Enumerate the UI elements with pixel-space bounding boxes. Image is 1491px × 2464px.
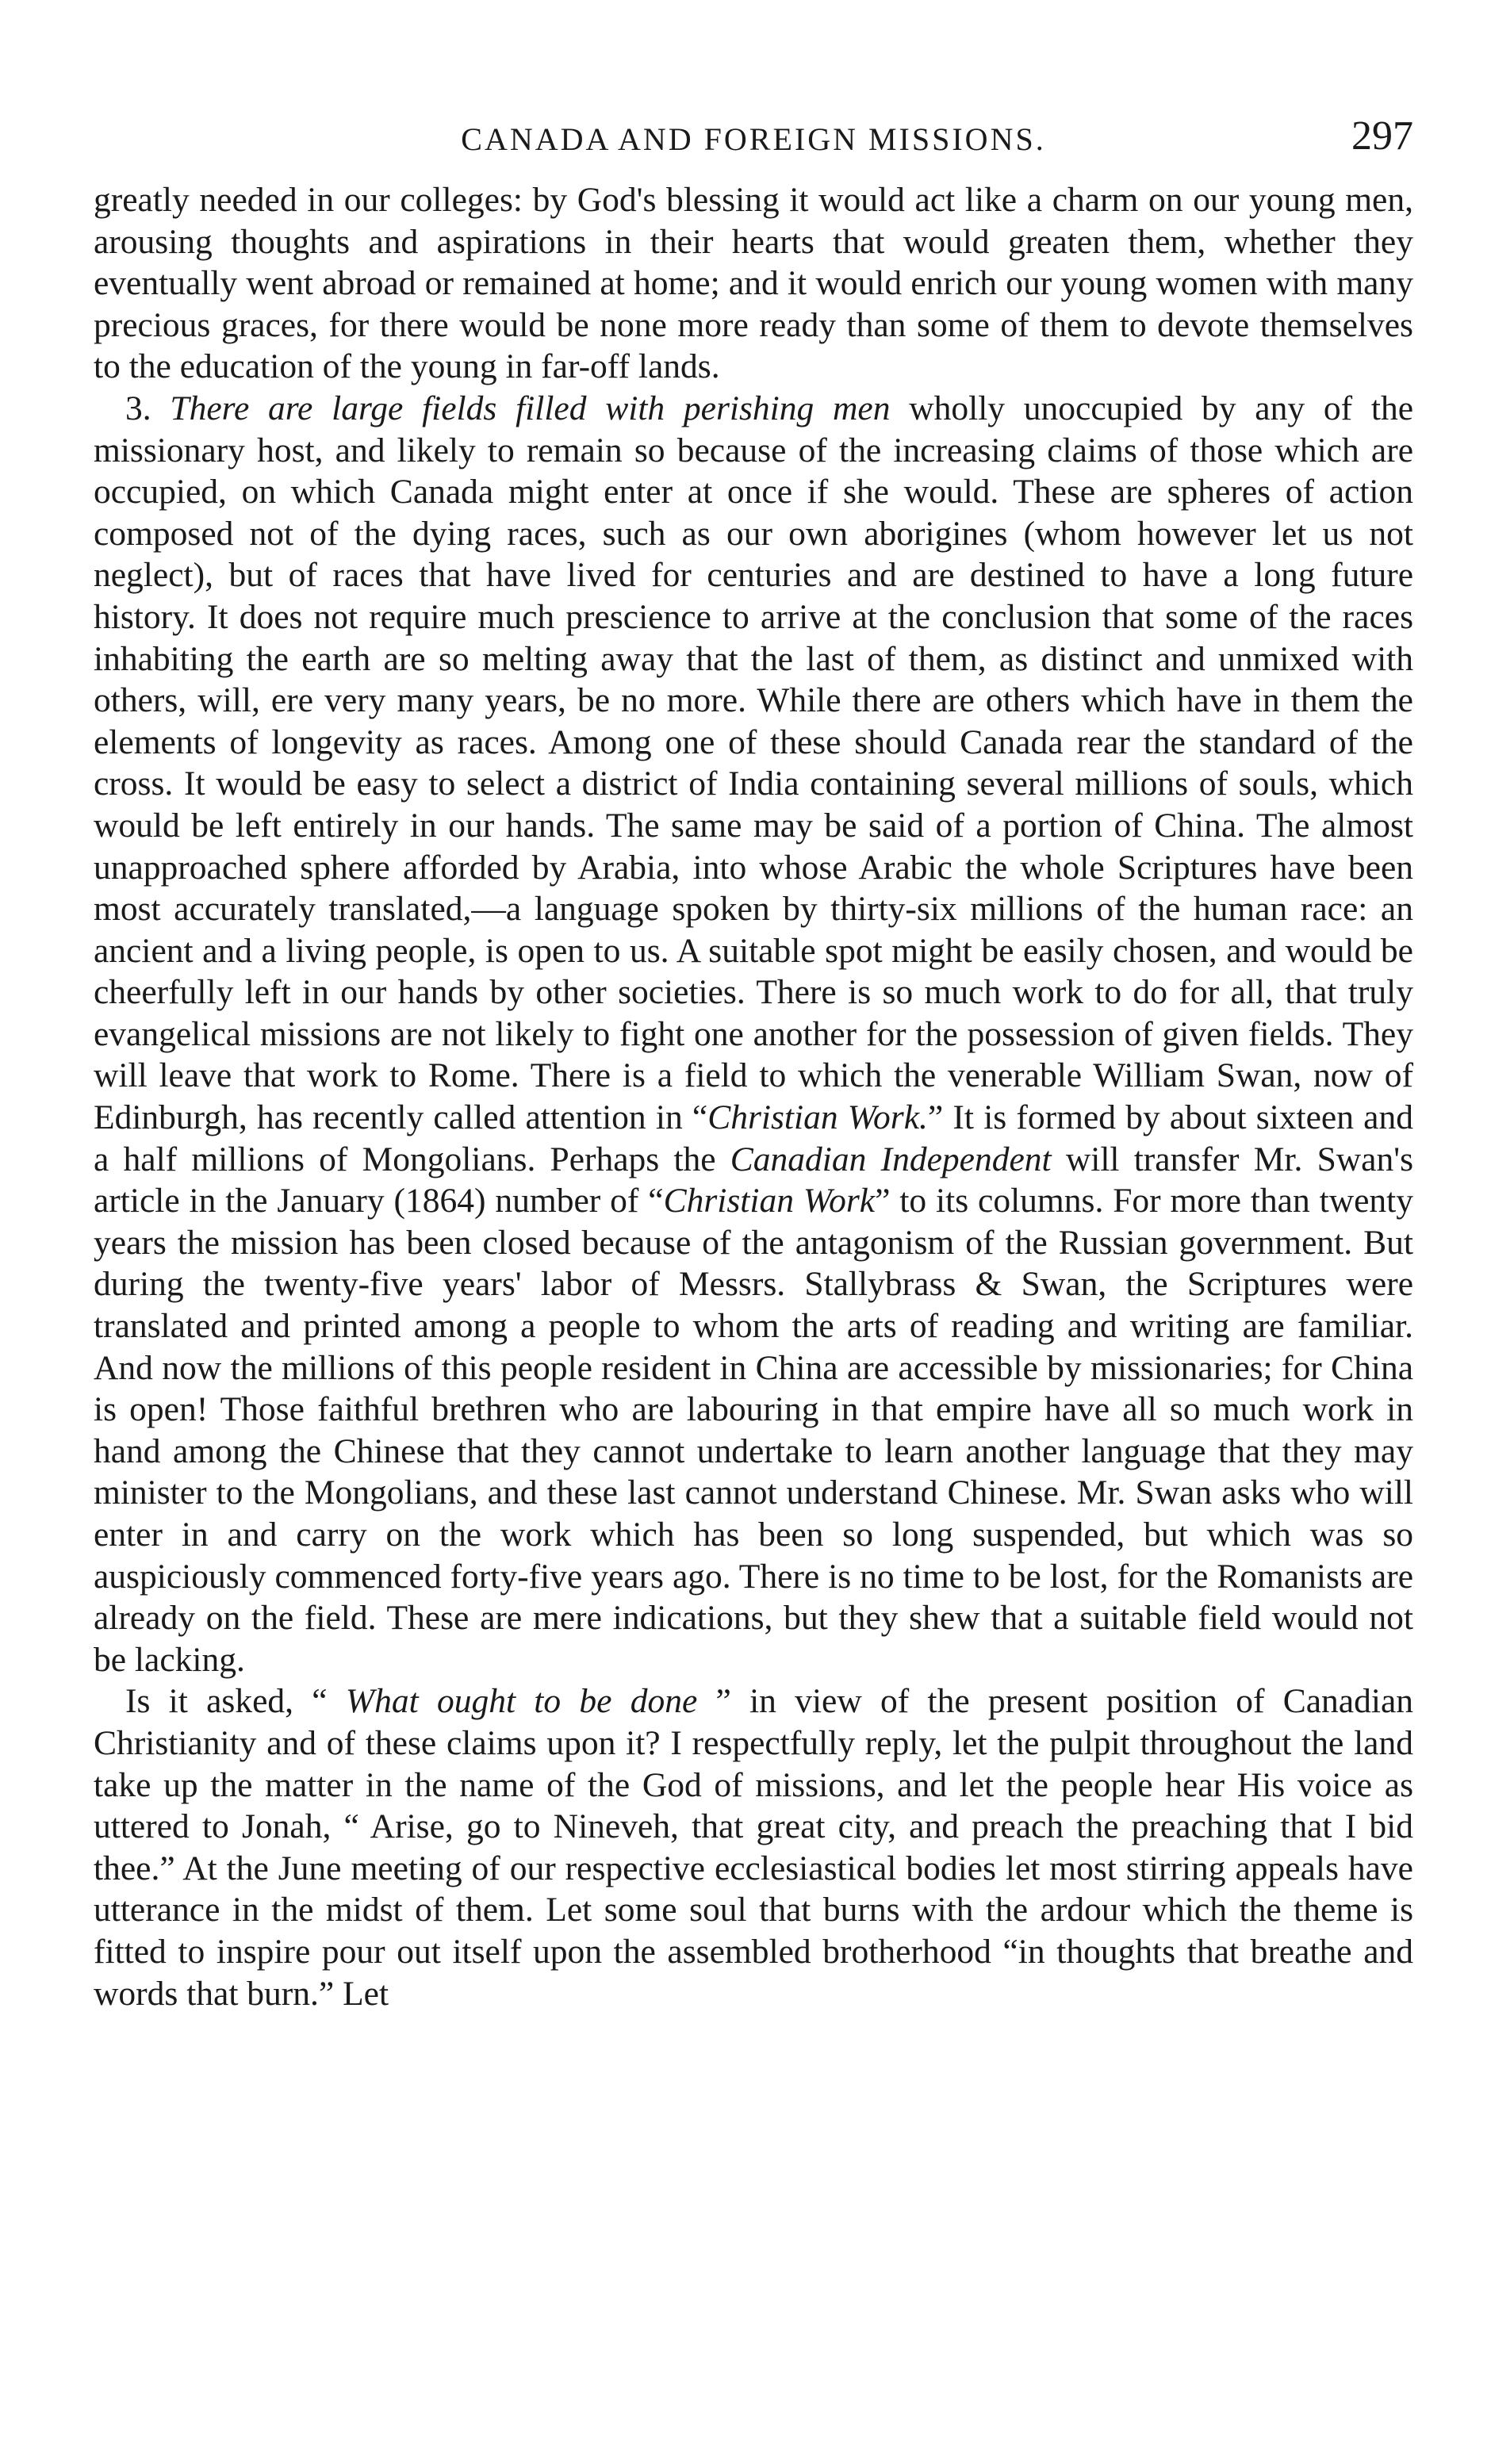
- paragraph-text: ” in view of the present position of Canadian Christianity and of these claims upon it? I respectfully reply, let the pulpit throughout the land take up the matter in the name of the God of missions, and let the people hear His voice as uttered to Jonah, “ Arise, go to Nineveh, that great city, and preach the preaching that I bid thee.” At the June meeting of our respective ecclesiastical bodies let most stirring appeals have utterance in the midst of them. Let some soul that burns with the ardour which the theme is fitted to inspire pour out itself upon the assembled brotherhood “in thoughts that breathe and words that burn.” Let: [94, 1682, 1414, 2013]
- paragraph-text: Is it asked, “: [125, 1682, 346, 1721]
- paragraph-what-ought: [94, 1680, 1413, 2014]
- paragraph-point-3: [94, 388, 1413, 1680]
- italic-title-canadian-independent: Canadian Independent: [730, 1140, 1052, 1178]
- paragraph-text: ” to its columns. For more than twenty years the mission has been closed because of the antagonism of the Russian government. But during the twenty-five years' labor of Messrs. Stallybrass & Swan, the Scriptures were translated and printed among a people to whom the arts of reading and writing are familiar. And now the millions of this people resident in China are accessible by missionaries; for China is open! Those faithful brethren who are labouring in that empire have all so much work in hand among the Chinese that they cannot undertake to learn another language that they may minister to the Mongolians, and these last cannot understand Chinese. Mr. Swan asks who will enter in and carry on the work which has been so long suspended, but which was so auspiciously commenced forty-five years ago. There is no time to be lost, for the Romanists are already on the field. These are mere indications, but they shew that a suitable field would not be lacking.: [94, 1182, 1413, 1679]
- paragraph-text: wholly unoccupied by any of the missionary host, and likely to remain so because of the increasing claims of those which are occupied, on which Canada might enter at once if she would. These are spheres of action composed not of the dying races, such as our own aborigines (whom however let us not neglect), but of races that have lived for centuries and are destined to have a long future history. It does not require much prescience to arrive at the conclusion that some of the races inhabiting the earth are so melting away that the last of them, as distinct and unmixed with others, will, ere very many years, be no more. While there are others which have in them the elements of longevity as races. Among one of these should Canada rear the standard of the cross. It would be easy to select a district of India containing several millions of souls, which would be left entirely in our hands. The same may be said of a portion of China. The almost unapproached sphere afforded by Arabia, into whose Arabic the whole Scriptures have been most accurately translated,—a language spoken by thirty-six millions of the human race: an ancient and a living people, is open to us. A suitable spot might be easily chosen, and would be cheerfully left in our hands by other societies. There is so much work to do for all, that truly evangelical missions are not likely to fight one another for the possession of given fields. They will leave that work to Rome. There is a field to which the venerable William Swan, now of Edinburgh, has recently called attention in “: [94, 389, 1413, 1137]
- paragraph-text: will transfer Mr. Swan's article in the January (1864) number of “: [94, 1140, 1414, 1221]
- paragraph-continuation: greatly needed in our colleges: by God's blessing it would act like a charm on our young men, arousing thoughts and aspirations in their hearts that would greaten them, whether they eventually went abroad or remained at home; and it would enrich our young women with many precious graces, for there would be none more ready than some of them to devote themselves to the education of the young in far-off lands.: [94, 181, 1413, 386]
- italic-question: What ought to be done: [345, 1682, 698, 1721]
- italic-lead: There are large fields filled with perishing men: [170, 389, 891, 427]
- running-title: CANADA AND FOREIGN MISSIONS.: [461, 121, 1046, 157]
- paragraph-text: ” It is formed by about sixteen and a half millions of Mongolians. Perhaps the: [94, 1098, 1413, 1178]
- italic-title-christian-work: Christian Work.: [707, 1098, 928, 1137]
- running-head: [94, 103, 1413, 179]
- point-number: 3.: [125, 389, 171, 427]
- page-number: 297: [1351, 113, 1413, 159]
- italic-title-christian-work: Christian Work: [663, 1182, 876, 1221]
- book-page: [94, 103, 1413, 2014]
- body-text: [94, 179, 1413, 2014]
